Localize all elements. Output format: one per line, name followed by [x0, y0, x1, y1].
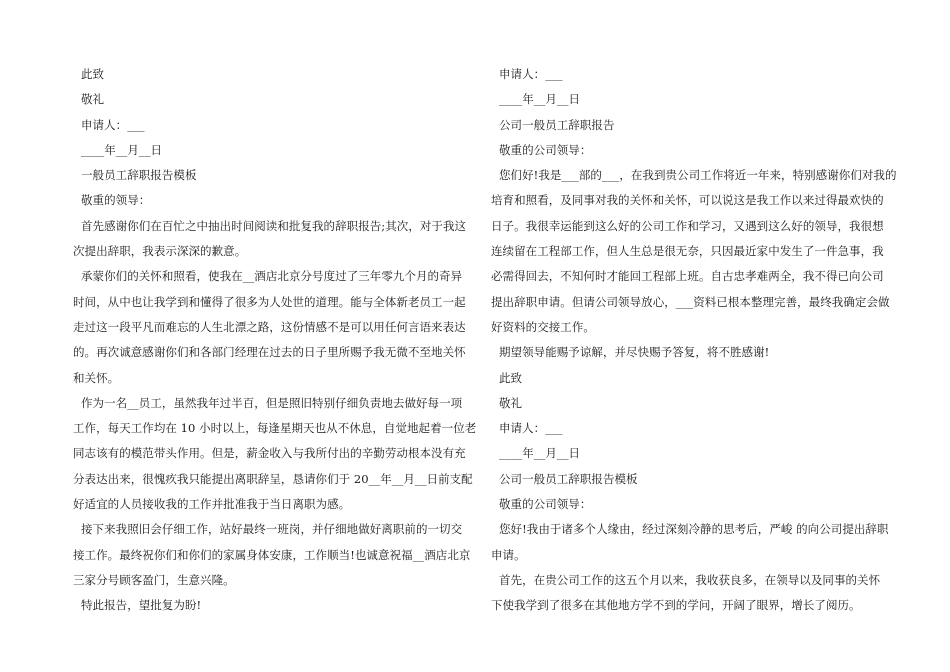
paragraph-line: 承蒙你们的关怀和照看，使我在__酒店北京分号度过了三年零九个月的奇异 [81, 269, 463, 284]
greeting-line: 敬重的领导： [81, 193, 151, 208]
paragraph-line: 和关怀。 [73, 370, 120, 385]
date-line: ____年__月__日 [499, 92, 581, 107]
paragraph-line: 接工作。最终祝你们和你们的家属身体安康，工作顺当!也诚意祝福__酒店北京 [73, 547, 471, 562]
paragraph-line: 必需得回去，不知何时才能回工程部上班。自古忠孝难两全，我不得已向公司 [491, 269, 884, 284]
date-line: ____年__月__日 [81, 142, 163, 157]
paragraph-line: 分表达出来，很愧疚我只能提出离职辞呈，恳请你们于 20__年__月__日前支配 [73, 471, 473, 486]
paragraph-line: 好适宜的人员接收我的工作并批准我于当日离职为感。 [73, 497, 351, 512]
section-heading: 公司一般员工辞职报告 [499, 117, 615, 132]
left-column [73, 62, 477, 619]
paragraph-line: 作为一名__员工，虽然我年过半百，但是照旧特别仔细负责地去做好每一项 [81, 395, 463, 410]
paragraph-line: 同志该有的模范带头作用。但是，薪金收入与我所付出的辛勤劳动根本没有充 [73, 446, 466, 461]
paragraph-line: 的。再次诚意感谢你们和各部门经理在过去的日子里所赐予我无微不至地关怀 [73, 345, 466, 360]
paragraph-line: 期望领导能赐予谅解，并尽快赐予答复，将不胜感谢! [499, 345, 770, 360]
paragraph-line: 提出辞职申请。但请公司领导放心，___资料已根本整理完善，最终我确定会做 [491, 294, 890, 309]
paragraph-line: 首先感谢你们在百忙之中抽出时间阅读和批复我的辞职报告;其次，对于我这 [81, 218, 467, 233]
paragraph-line: 下使我学到了很多在其他地方学不到的学问，开阔了眼界，增长了阅历。 [491, 598, 861, 613]
salutation-line: 敬礼 [499, 395, 523, 410]
paragraph-line: 连续留在工程部工作，但人生总是很无奈，只因最近家中发生了一件急事，我 [491, 244, 884, 259]
paragraph-line: 培育和照看，及同事对我的关怀和关怀，可以说这是我工作以来过得最欢快的 [491, 193, 884, 208]
paragraph-line: 次提出辞职，我表示深深的歉意。 [73, 244, 247, 259]
paragraph-line: 接下来我照旧会仔细工作，站好最终一班岗，并仔细地做好离职前的一切交 [81, 522, 463, 537]
section-heading: 一般员工辞职报告模板 [81, 168, 197, 183]
greeting-line: 敬重的公司领导： [499, 142, 592, 157]
paragraph-line: 首先，在贵公司工作的这五个月以来，我收获良多，在领导以及同事的关怀 [499, 572, 881, 587]
section-heading: 公司一般员工辞职报告模板 [499, 471, 638, 486]
paragraph-line: 工作，每天工作均在 10 小时以上，每逢星期天也从不休息，自觉地起着一位老 [73, 421, 477, 436]
closing-line: 此致 [499, 370, 523, 385]
applicant-line: 申请人：___ [81, 117, 145, 132]
paragraph-line: 日子。我很幸运能到这么好的公司工作和学习，又遇到这么好的领导，我很想 [491, 218, 884, 233]
salutation-line: 敬礼 [81, 92, 105, 107]
date-line: ____年__月__日 [499, 446, 581, 461]
right-column [491, 62, 897, 619]
paragraph-line: 申请。 [491, 547, 526, 562]
greeting-line: 敬重的公司领导： [499, 497, 592, 512]
applicant-line: 申请人：___ [499, 67, 563, 81]
paragraph-line: 三家分号顾客盈门，生意兴隆。 [73, 572, 235, 587]
applicant-line: 申请人：___ [499, 421, 563, 436]
paragraph-line: 时间，从中也让我学到和懂得了很多为人处世的道理。能与全体新老员工一起 [73, 294, 466, 309]
closing-line: 此致 [81, 67, 105, 81]
paragraph-line: 您们好!我是___部的___，在我到贵公司工作将近一年来，特别感谢你们对我的 [499, 168, 897, 183]
paragraph-line: 您好!我由于诸多个人缘由，经过深刻冷静的思考后，严峻 的向公司提出辞职 [499, 522, 889, 537]
paragraph-line: 好资料的交接工作。 [491, 319, 595, 334]
paragraph-line: 走过这一段平凡而难忘的人生北漂之路，这份情感不是可以用任何言语来表达 [73, 319, 466, 334]
paragraph-line: 特此报告，望批复为盼! [81, 598, 202, 613]
